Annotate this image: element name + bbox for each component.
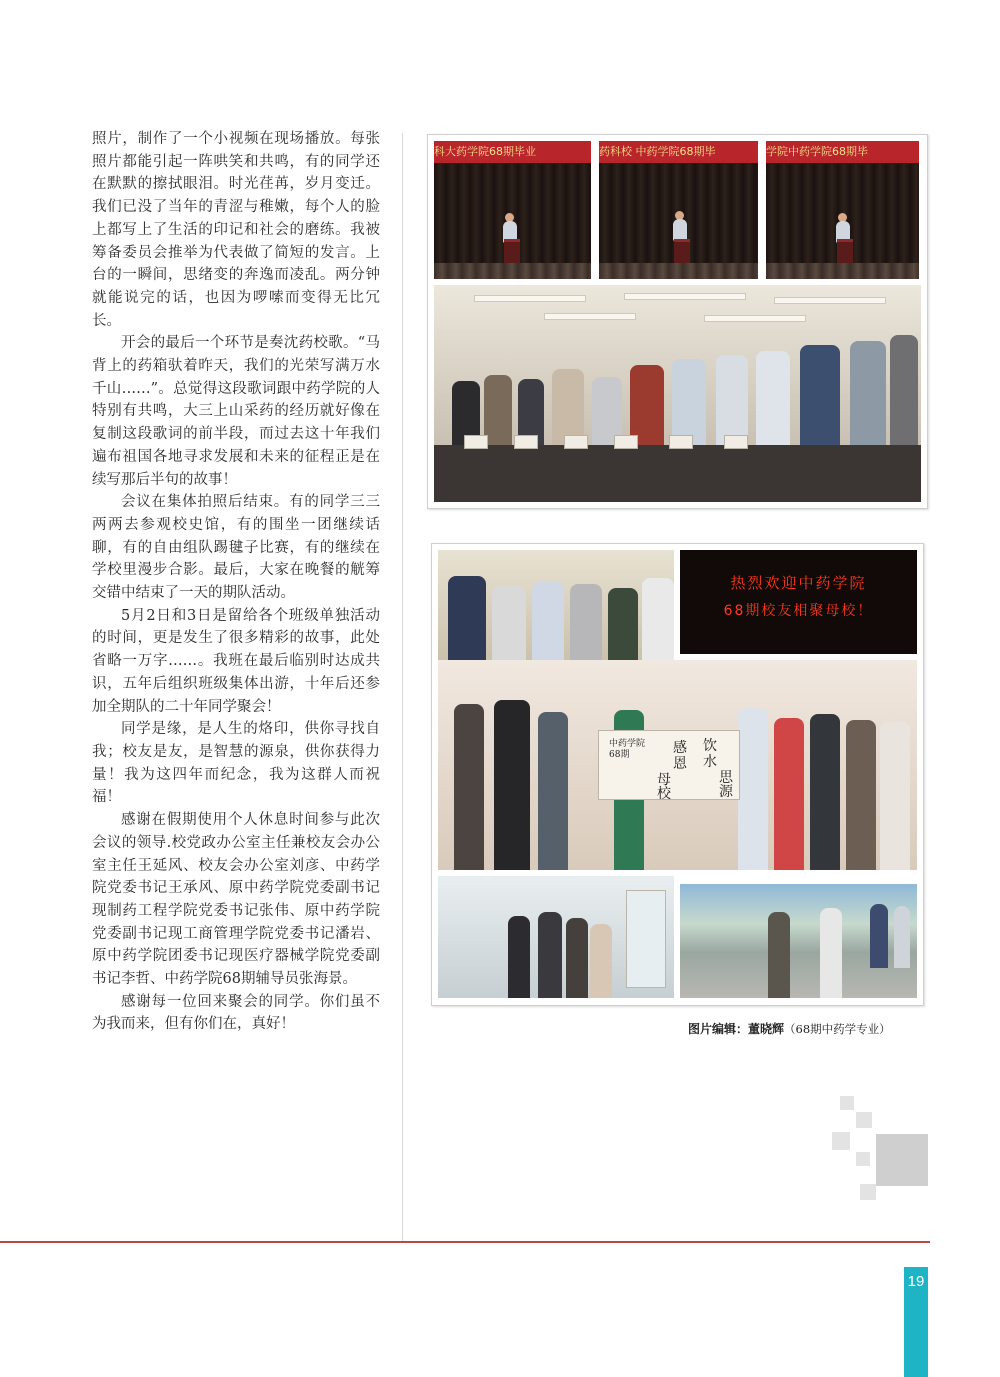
person <box>846 720 876 870</box>
person <box>756 351 790 451</box>
name-card <box>669 435 693 449</box>
name-card <box>514 435 538 449</box>
ceiling-light <box>544 313 636 320</box>
article-paragraph-6: 感谢在假期使用个人休息时间参与此次会议的领导.校党政办公室主任兼校友会办公室主任王延风、校友会办公室刘彦、中药学院党委书记王承风、原中药学院党委副书记现制药工程学院党委书记张伟、原中药学院党委副书记现工商管理学院党委书记潘岩、原中药学院团委书记现医疗器械学院党委副书记李哲、中药学院68期辅导员张海景。 <box>92 812 380 988</box>
decor-square <box>856 1152 870 1166</box>
person <box>590 924 612 998</box>
person <box>894 906 910 968</box>
ceiling-light <box>624 293 746 300</box>
footer-rule <box>0 1241 930 1243</box>
photo-stage-speaker-2 <box>599 141 758 279</box>
calligraphy-scroll <box>598 730 740 800</box>
page-number: 19 <box>907 1273 925 1290</box>
photo-lecture-hall-group <box>434 285 921 502</box>
audience-row <box>766 263 919 279</box>
person <box>538 712 568 870</box>
audience-row <box>434 263 591 279</box>
calligraphy-char: 水 <box>703 754 717 770</box>
exhibit-panel <box>626 890 666 988</box>
stage-banner-3: 学院中药学院68期毕 <box>766 141 919 163</box>
ceiling-light <box>474 295 586 302</box>
calligraphy-side-inscription: 中药学院68期 <box>609 739 646 760</box>
page-number-tab <box>904 1267 928 1377</box>
audience-row <box>599 263 758 279</box>
article-text-column <box>92 128 380 1036</box>
photo-frame-meeting <box>427 134 928 509</box>
article-paragraph-1: 照片，制作了一个小视频在现场播放。每张照片都能引起一阵哄笑和共鸣，有的同学还在默默的擦拭眼泪。时光荏苒，岁月变迁。我们已没了当年的青涩与稚嫩，每个人的脸上都写上了生活的印记和社会的磨练。我被筹备委员会推举为代表做了简短的发言。上台的一瞬间，思绪变的奔逸而凌乱。两分钟就能说完的话，也因为啰嗦而变得无比冗长。 <box>92 131 380 329</box>
photo-led-welcome-sign <box>680 550 917 654</box>
person <box>774 718 804 870</box>
calligraphy-char: 校 <box>657 786 671 802</box>
name-card <box>614 435 638 449</box>
photo-campus-walk <box>680 884 917 998</box>
calligraphy-char: 源 <box>719 784 733 800</box>
person <box>890 335 918 451</box>
person <box>800 345 840 451</box>
ceiling-light <box>704 315 806 322</box>
person <box>508 916 530 998</box>
person <box>820 908 842 998</box>
decor-square <box>856 1112 872 1128</box>
article-paragraph-2: 开会的最后一个环节是奏沈药校歌。“马背上的药箱驮着昨天，我们的光荣写满万水千山……”。总觉得这段歌词跟中药学院的人特别有共鸣，大三上山采药的经历就好像在复制这段歌词的前半段，而过去这十年我们遍布祖国各地寻求发展和未来的征程正是在续写那后半句的故事！ <box>92 335 380 488</box>
speaker-figure <box>673 219 687 241</box>
article-paragraph-4: 5月2日和3日是留给各个班级单独活动的时间，更是发生了很多精彩的故事，此处省略一万字……。我班在最后临别时达成共识，五年后组织班级集体出游，十年后还参加全期队的二十年同学聚会！ <box>92 607 380 715</box>
photo-stage-speaker-1 <box>434 141 591 279</box>
name-card <box>464 435 488 449</box>
calligraphy-char: 母 <box>657 772 671 788</box>
article-paragraph-3: 会议在集体拍照后结束。有的同学三三两两去参观校史馆，有的围坐一团继续话聊，有的自由组队踢毽子比赛，有的继续在学校里漫步合影。最后，大家在晚餐的觥筹交错中结束了一天的期队活动。 <box>92 494 380 602</box>
person <box>566 918 588 998</box>
article-paragraph-7: 感谢每一位回来聚会的同学。你们虽不为我而来，但有你们在，真好！ <box>92 993 380 1033</box>
photo-editor-credit: 图片编辑：董晓辉 <box>688 1022 785 1036</box>
decor-square <box>840 1096 854 1110</box>
person <box>850 341 886 451</box>
stage-banner-2: 药科校 中药学院68期毕 <box>599 141 758 163</box>
calligraphy-char: 饮 <box>703 738 717 754</box>
column-divider <box>402 133 403 1241</box>
person <box>454 704 484 870</box>
article-paragraph-5: 同学是缘，是人生的烙印，供你寻找自我；校友是友，是智慧的源泉，供你获得力量！我为这四年而纪念，我为这群人而祝福！ <box>92 721 380 806</box>
led-sign-line-1: 热烈欢迎中药学院 <box>730 574 867 592</box>
calligraphy-char: 感 <box>673 740 687 756</box>
photo-frame-reunion <box>431 543 924 1006</box>
photo-editor-note: （68期中药学专业） <box>784 1022 891 1036</box>
person <box>738 708 768 870</box>
decor-square <box>832 1132 850 1150</box>
person <box>880 722 910 870</box>
person <box>768 912 790 998</box>
photo-calligraphy-group <box>438 660 917 870</box>
decor-square <box>860 1184 876 1200</box>
person <box>538 912 562 998</box>
person <box>870 904 888 968</box>
front-table <box>434 445 921 502</box>
person <box>494 700 530 870</box>
calligraphy-char: 恩 <box>673 756 687 772</box>
calligraphy-char: 思 <box>719 770 733 786</box>
person <box>484 375 512 451</box>
decor-square <box>876 1134 928 1186</box>
photo-toast-group <box>438 550 674 674</box>
led-sign-line-2: 68期校友相聚母校！ <box>723 603 874 619</box>
photo-caption <box>688 1020 928 1037</box>
photo-museum-visit <box>438 876 674 998</box>
name-card <box>724 435 748 449</box>
person <box>810 714 840 870</box>
ceiling-light <box>774 297 886 304</box>
photo-stage-speaker-3 <box>766 141 919 279</box>
name-card <box>564 435 588 449</box>
stage-banner-1: 科大药学院68期毕业 <box>434 141 591 163</box>
